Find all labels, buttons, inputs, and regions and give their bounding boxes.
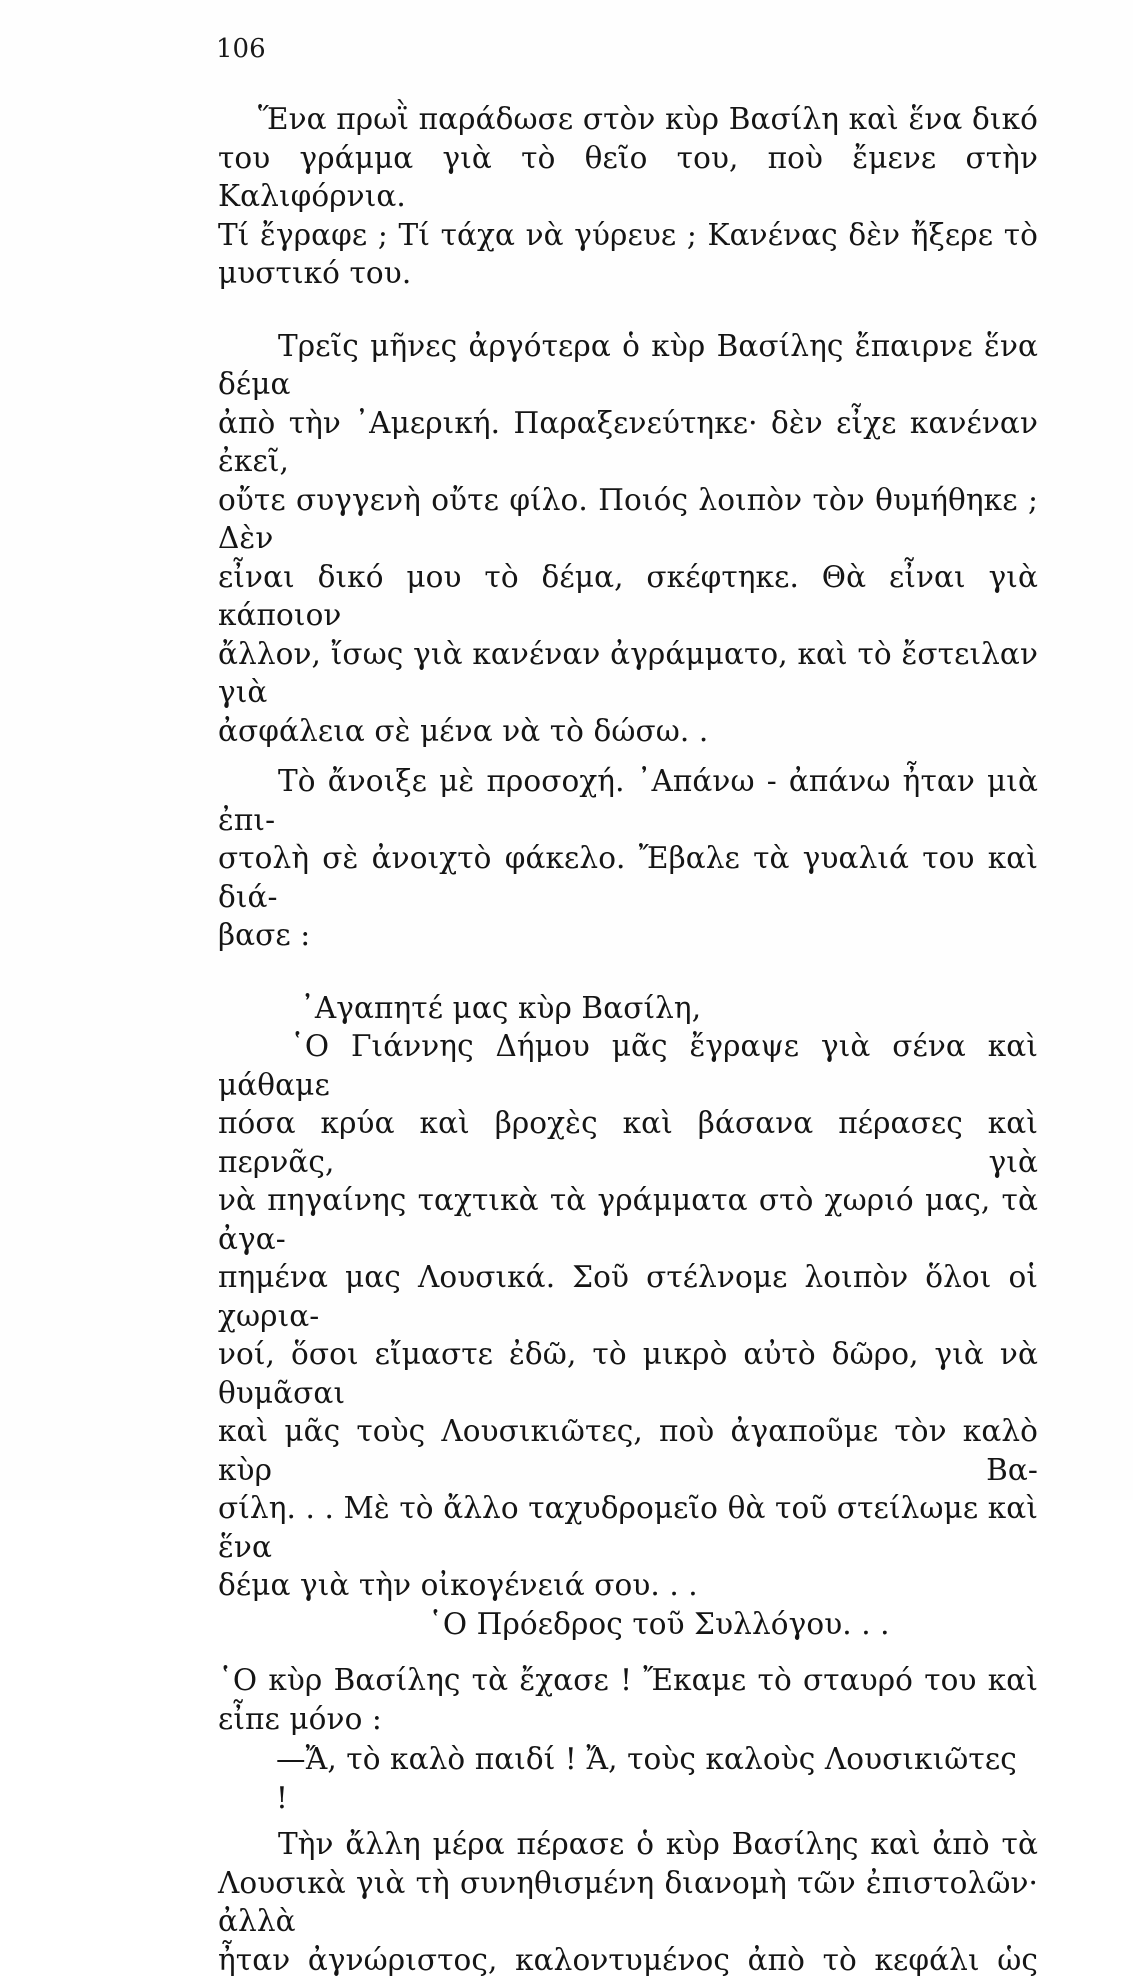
text-line: καὶ μᾶς τοὺς Λουσικιῶτες, ποὺ ἀγαποῦμε τὸν καλὸ κὺρ Βα-: [218, 1412, 1038, 1489]
text-line: μυστικό του.: [218, 254, 1038, 293]
text-line: Τρεῖς μῆνες ἀργότερα ὁ κὺρ Βασίλης ἔπαιρνε ἕνα δέμα: [218, 327, 1038, 404]
text-line: ῾Ο Γιάννης Δήμου μᾶς ἔγραψε γιὰ σένα καὶ μάθαμε: [218, 1027, 1038, 1104]
text-line: ῾Ο κὺρ Βασίλης τὰ ἔχασε ! Ἔκαμε τὸ σταυρό του καὶ: [218, 1661, 1038, 1700]
text-line: νὰ πηγαίνης ταχτικὰ τὰ γράμματα στὸ χωριό μας, τὰ ἀγα-: [218, 1181, 1038, 1258]
text-line: εἶπε μόνο :: [218, 1700, 1038, 1739]
text-line: Ἕνα πρωῒ παράδωσε στὸν κὺρ Βασίλη καὶ ἕνα δικό: [218, 100, 1038, 139]
text-line: νοί, ὅσοι εἴμαστε ἐδῶ, τὸ μικρὸ αὐτὸ δῶρο, γιὰ νὰ θυμᾶσαι: [218, 1335, 1038, 1412]
text-line: δέμα γιὰ τὴν οἰκογένειά σου. . .: [218, 1566, 1038, 1605]
text-line: πημένα μας Λουσικά. Σοῦ στέλνομε λοιπὸν ὅλοι οἱ χωρια-: [218, 1258, 1038, 1335]
paragraph-2: [218, 327, 1038, 751]
text-line: βασε :: [218, 916, 1038, 955]
letter-signature: ῾Ο Πρόεδρος τοῦ Συλλόγου. . .: [218, 1605, 1038, 1644]
text-line: οὔτε συγγενὴ οὔτε φίλο. Ποιός λοιπὸν τὸν θυμήθηκε ; Δὲν: [218, 481, 1038, 558]
text-line: Τί ἔγραφε ; Τί τάχα νὰ γύρευε ; Κανένας δὲν ἤξερε τὸ: [218, 216, 1038, 255]
text-line: ἄλλον, ἴσως γιὰ κανέναν ἀγράμματο, καὶ τὸ ἔστειλαν γιὰ: [218, 635, 1038, 712]
page-number: 106: [216, 34, 266, 64]
text-line: Τὴν ἄλλη μέρα πέρασε ὁ κὺρ Βασίλης καὶ ἀπὸ τὰ: [218, 1825, 1038, 1864]
text-line: ἀσφάλεια σὲ μένα νὰ τὸ δώσω. .: [218, 712, 1038, 751]
text-line: πόσα κρύα καὶ βροχὲς καὶ βάσανα πέρασες καὶ περνᾶς, γιὰ: [218, 1104, 1038, 1181]
dialogue-line: —Ἄ, τὸ καλὸ παιδί ! Ἄ, τοὺς καλοὺς Λουσικιῶτες !: [218, 1740, 1038, 1817]
paragraph-1: [218, 100, 1038, 293]
text-line: Λουσικὰ γιὰ τὴ συνηθισμένη διανομὴ τῶν ἐπιστολῶν· ἀλλὰ: [218, 1864, 1038, 1941]
paragraph-5: [218, 1825, 1038, 1979]
letter-salutation: ᾿Αγαπητέ μας κὺρ Βασίλη,: [218, 989, 1038, 1028]
text-line: σίλη. . . Μὲ τὸ ἄλλο ταχυδρομεῖο θὰ τοῦ στείλωμε καὶ ἕνα: [218, 1489, 1038, 1566]
paragraph-4: [218, 1661, 1038, 1738]
paragraph-3: [218, 762, 1038, 955]
text-line: ἦταν ἀγνώριστος, καλοντυμένος ἀπὸ τὸ κεφάλι ὡς: [218, 1941, 1038, 1979]
text-line: στολὴ σὲ ἀνοιχτὸ φάκελο. Ἔβαλε τὰ γυαλιά του καὶ διά-: [218, 839, 1038, 916]
text-line: εἶναι δικό μου τὸ δέμα, σκέφτηκε. Θὰ εἶναι γιὰ κάποιον: [218, 558, 1038, 635]
letter-body: [218, 1027, 1038, 1605]
body-text: [218, 100, 1038, 1979]
text-line: του γράμμα γιὰ τὸ θεῖο του, ποὺ ἔμενε στὴν Καλιφόρνια.: [218, 139, 1038, 216]
text-line: ἀπὸ τὴν ᾿Αμερική. Παραξενεύτηκε· δὲν εἶχε κανέναν ἐκεῖ,: [218, 404, 1038, 481]
text-line: Τὸ ἄνοιξε μὲ προσοχή. ᾿Απάνω - ἀπάνω ἦταν μιὰ ἐπι-: [218, 762, 1038, 839]
